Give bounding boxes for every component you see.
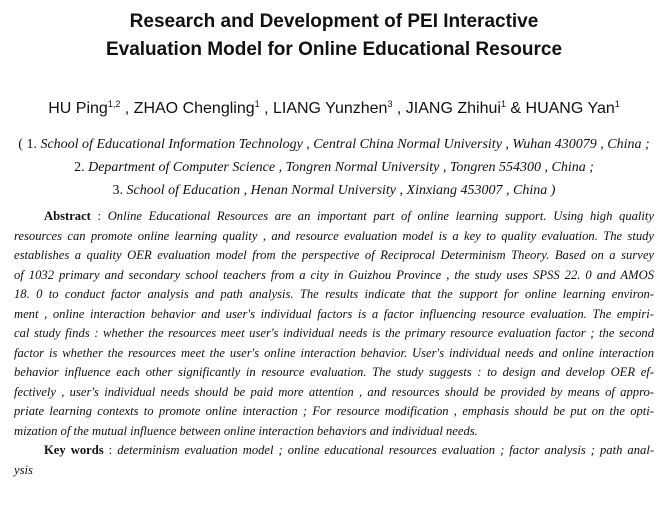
abstract-line: establishes a quality OER evaluation model from the perspective of Reciprocal Determinism Theory. Based on a survey	[14, 248, 654, 262]
author-list	[0, 93, 668, 120]
abstract-block	[14, 207, 654, 480]
abstract-line: of 1032 primary and secondary school teachers from a city in Guizhou Province , the study uses SPSS 22. 0 and AMOS	[14, 267, 654, 282]
keywords-line: ysis	[14, 462, 33, 477]
title-line-1: Research and Development of PEI Interactive	[129, 11, 539, 32]
affiliation-text: School of Education , Henan Normal University , Xinxiang 453007 , China )	[126, 183, 556, 198]
author-affil-mark: 1,2	[107, 99, 121, 109]
keywords-line	[14, 441, 654, 461]
paper-title	[0, 8, 668, 64]
abstract-line: priate learning contexts to promote online interaction ; For resource modification , emphasis should be put on the opti-	[14, 404, 654, 418]
abstract-line: factor is whether the resources meet the user's online interaction behavior. User's individual needs and online interaction	[14, 345, 654, 360]
keywords-text: determinism evaluation model ; online educational resources evaluation ; factor analysis ; path anal-	[117, 443, 655, 457]
author-name: JIANG Zhihui	[405, 100, 501, 117]
label-colon: :	[103, 443, 118, 457]
author-affil-mark: 1	[614, 99, 620, 109]
author-separator: ,	[259, 100, 273, 117]
abstract-text: Online Educational Resources are an important part of online learning support. Using high quality	[107, 209, 655, 223]
keywords-label: Key words	[44, 443, 104, 457]
abstract-line: fectively , user's individual needs should be paid more attention , and resources should be provided by means of appro-	[14, 384, 654, 399]
author-name: LIANG Yunzhen	[272, 100, 388, 117]
affiliation-number: ( 1.	[18, 137, 41, 152]
author-affil-mark: 1	[500, 99, 506, 109]
affiliation-text: Department of Computer Science , Tongren Normal University , Tongren 554300 , China ;	[88, 160, 594, 175]
abstract-line: 18. 0 to conduct factor analysis and path analysis. The results indicate that the support for online learning environ-	[14, 287, 654, 301]
affiliations	[0, 133, 668, 202]
affiliation-1	[0, 133, 668, 156]
affiliation-number: 2.	[74, 160, 89, 175]
affiliation-number: 3.	[112, 183, 127, 198]
author-name: ZHAO Chengling	[133, 100, 255, 117]
abstract-line: cal study finds : whether the resources meet user's individual needs is the primary resource evaluation factor ; the second	[14, 326, 654, 340]
abstract-line: resources can promote online learning quality , and resource evaluation model is a key to quality evaluation. The study	[14, 228, 654, 243]
abstract-line: behavior influence each other significantly in resource evaluation. The study suggests : to design and develop OER ef-	[14, 365, 654, 379]
affiliation-text: School of Educational Information Technology , Central China Normal University , Wuhan 430079 , China ;	[40, 137, 650, 152]
author-name: HUANG Yan	[525, 100, 615, 117]
author-separator: ,	[120, 100, 134, 117]
author-name: HU Ping	[48, 100, 108, 117]
abstract-label: Abstract	[44, 209, 91, 223]
abstract-line: ment , online interaction behavior and user's individual factors is a factor influencing resource evaluation. The empiri-	[14, 306, 654, 321]
affiliation-3	[0, 179, 668, 202]
abstract-line	[14, 207, 654, 227]
author-separator: &	[505, 100, 526, 117]
label-colon: :	[90, 209, 108, 223]
author-separator: ,	[392, 100, 406, 117]
author-affil-mark: 1	[254, 99, 260, 109]
abstract-line: mization of the mutual influence between online interaction behaviors and individual needs.	[14, 423, 478, 438]
title-line-2: Evaluation Model for Online Educational Resource	[105, 39, 563, 60]
affiliation-2	[0, 156, 668, 179]
author-affil-mark: 3	[387, 99, 393, 109]
